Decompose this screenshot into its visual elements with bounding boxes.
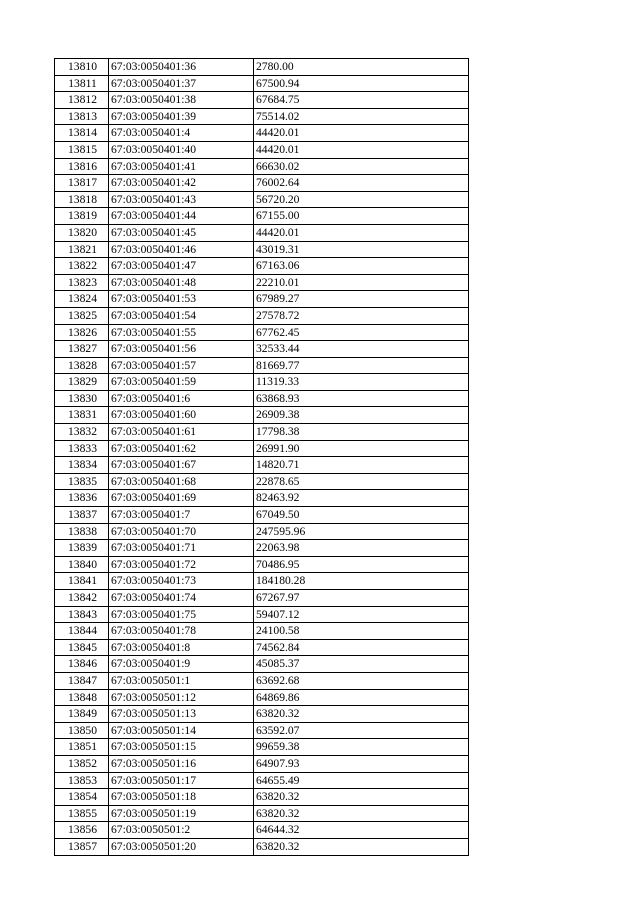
value-cell: 184180.28 <box>254 573 469 590</box>
value-cell: 24100.58 <box>254 623 469 640</box>
value-cell: 63592.07 <box>254 722 469 739</box>
value-cell: 82463.92 <box>254 490 469 507</box>
table-row <box>55 822 469 839</box>
value-cell: 44420.01 <box>254 224 469 241</box>
row-number-cell: 13832 <box>55 424 109 441</box>
row-number-cell: 13830 <box>55 390 109 407</box>
value-cell: 67684.75 <box>254 92 469 109</box>
value-cell: 247595.96 <box>254 523 469 540</box>
row-number-cell: 13835 <box>55 473 109 490</box>
cadastral-number-cell: 67:03:0050401:40 <box>109 141 254 158</box>
value-cell: 63820.32 <box>254 838 469 855</box>
cadastral-number-cell: 67:03:0050401:55 <box>109 324 254 341</box>
cadastral-number-cell: 67:03:0050401:41 <box>109 158 254 175</box>
row-number-cell: 13817 <box>55 175 109 192</box>
row-number-cell: 13816 <box>55 158 109 175</box>
cadastral-number-cell: 67:03:0050501:14 <box>109 722 254 739</box>
row-number-cell: 13828 <box>55 357 109 374</box>
value-cell: 64869.86 <box>254 689 469 706</box>
table-row <box>55 108 469 125</box>
value-cell: 99659.38 <box>254 739 469 756</box>
value-cell: 26991.90 <box>254 440 469 457</box>
row-number-cell: 13810 <box>55 59 109 76</box>
cadastral-number-cell: 67:03:0050401:9 <box>109 656 254 673</box>
value-cell: 67500.94 <box>254 75 469 92</box>
table-row <box>55 291 469 308</box>
value-cell: 67267.97 <box>254 590 469 607</box>
value-cell: 22878.65 <box>254 473 469 490</box>
cadastral-number-cell: 67:03:0050401:59 <box>109 374 254 391</box>
cadastral-number-cell: 67:03:0050501:20 <box>109 838 254 855</box>
table-row <box>55 706 469 723</box>
value-cell: 74562.84 <box>254 639 469 656</box>
table-row <box>55 141 469 158</box>
value-cell: 59407.12 <box>254 606 469 623</box>
cadastral-number-cell: 67:03:0050401:60 <box>109 407 254 424</box>
table-row <box>55 191 469 208</box>
cadastral-number-cell: 67:03:0050401:73 <box>109 573 254 590</box>
row-number-cell: 13849 <box>55 706 109 723</box>
table-row <box>55 341 469 358</box>
row-number-cell: 13855 <box>55 805 109 822</box>
table-row <box>55 689 469 706</box>
table-row <box>55 457 469 474</box>
row-number-cell: 13844 <box>55 623 109 640</box>
cadastral-number-cell: 67:03:0050501:1 <box>109 672 254 689</box>
cadastral-number-cell: 67:03:0050401:72 <box>109 556 254 573</box>
value-cell: 81669.77 <box>254 357 469 374</box>
value-cell: 67989.27 <box>254 291 469 308</box>
table-row <box>55 556 469 573</box>
cadastral-number-cell: 67:03:0050401:78 <box>109 623 254 640</box>
cadastral-number-cell: 67:03:0050401:37 <box>109 75 254 92</box>
value-cell: 43019.31 <box>254 241 469 258</box>
value-cell: 75514.02 <box>254 108 469 125</box>
cadastral-number-cell: 67:03:0050501:15 <box>109 739 254 756</box>
row-number-cell: 13846 <box>55 656 109 673</box>
row-number-cell: 13848 <box>55 689 109 706</box>
row-number-cell: 13812 <box>55 92 109 109</box>
table-row <box>55 789 469 806</box>
value-cell: 70486.95 <box>254 556 469 573</box>
row-number-cell: 13831 <box>55 407 109 424</box>
cadastral-number-cell: 67:03:0050401:8 <box>109 639 254 656</box>
table-row <box>55 755 469 772</box>
cadastral-number-cell: 67:03:0050401:71 <box>109 540 254 557</box>
row-number-cell: 13852 <box>55 755 109 772</box>
value-cell: 63820.32 <box>254 789 469 806</box>
cadastral-number-cell: 67:03:0050501:16 <box>109 755 254 772</box>
row-number-cell: 13815 <box>55 141 109 158</box>
value-cell: 64655.49 <box>254 772 469 789</box>
value-cell: 32533.44 <box>254 341 469 358</box>
row-number-cell: 13847 <box>55 672 109 689</box>
value-cell: 17798.38 <box>254 424 469 441</box>
table-row <box>55 573 469 590</box>
value-cell: 44420.01 <box>254 125 469 142</box>
value-cell: 63820.32 <box>254 706 469 723</box>
table-row <box>55 473 469 490</box>
cadastral-number-cell: 67:03:0050401:54 <box>109 307 254 324</box>
table-row <box>55 507 469 524</box>
row-number-cell: 13826 <box>55 324 109 341</box>
row-number-cell: 13822 <box>55 258 109 275</box>
row-number-cell: 13841 <box>55 573 109 590</box>
row-number-cell: 13840 <box>55 556 109 573</box>
row-number-cell: 13834 <box>55 457 109 474</box>
value-cell: 14820.71 <box>254 457 469 474</box>
table-row <box>55 390 469 407</box>
cadastral-number-cell: 67:03:0050401:61 <box>109 424 254 441</box>
table-row <box>55 838 469 855</box>
row-number-cell: 13842 <box>55 590 109 607</box>
table-row <box>55 158 469 175</box>
row-number-cell: 13853 <box>55 772 109 789</box>
table-row <box>55 672 469 689</box>
table-row <box>55 92 469 109</box>
table-row <box>55 357 469 374</box>
cadastral-number-cell: 67:03:0050401:4 <box>109 125 254 142</box>
row-number-cell: 13811 <box>55 75 109 92</box>
value-cell: 67163.06 <box>254 258 469 275</box>
cadastral-number-cell: 67:03:0050401:69 <box>109 490 254 507</box>
table-row <box>55 224 469 241</box>
row-number-cell: 13833 <box>55 440 109 457</box>
value-cell: 22063.98 <box>254 540 469 557</box>
cadastral-number-cell: 67:03:0050401:39 <box>109 108 254 125</box>
cadastral-number-cell: 67:03:0050401:57 <box>109 357 254 374</box>
row-number-cell: 13825 <box>55 307 109 324</box>
value-cell: 26909.38 <box>254 407 469 424</box>
row-number-cell: 13824 <box>55 291 109 308</box>
value-cell: 67049.50 <box>254 507 469 524</box>
value-cell: 67155.00 <box>254 208 469 225</box>
value-cell: 63868.93 <box>254 390 469 407</box>
row-number-cell: 13857 <box>55 838 109 855</box>
table-row <box>55 374 469 391</box>
table-row <box>55 523 469 540</box>
cadastral-number-cell: 67:03:0050501:17 <box>109 772 254 789</box>
table-row <box>55 75 469 92</box>
table-row <box>55 606 469 623</box>
cadastral-number-cell: 67:03:0050501:13 <box>109 706 254 723</box>
table-row <box>55 307 469 324</box>
table-row <box>55 274 469 291</box>
cadastral-number-cell: 67:03:0050401:68 <box>109 473 254 490</box>
cadastral-number-cell: 67:03:0050401:6 <box>109 390 254 407</box>
cadastral-number-cell: 67:03:0050401:44 <box>109 208 254 225</box>
cadastral-number-cell: 67:03:0050401:47 <box>109 258 254 275</box>
value-cell: 64907.93 <box>254 755 469 772</box>
cadastral-number-cell: 67:03:0050401:43 <box>109 191 254 208</box>
cadastral-number-cell: 67:03:0050501:18 <box>109 789 254 806</box>
row-number-cell: 13838 <box>55 523 109 540</box>
value-cell: 22210.01 <box>254 274 469 291</box>
value-cell: 66630.02 <box>254 158 469 175</box>
table-row <box>55 805 469 822</box>
cadastral-number-cell: 67:03:0050401:42 <box>109 175 254 192</box>
table-row <box>55 175 469 192</box>
table-row <box>55 125 469 142</box>
row-number-cell: 13856 <box>55 822 109 839</box>
table-row <box>55 623 469 640</box>
row-number-cell: 13836 <box>55 490 109 507</box>
cadastral-number-cell: 67:03:0050401:45 <box>109 224 254 241</box>
data-table <box>54 58 469 856</box>
value-cell: 11319.33 <box>254 374 469 391</box>
row-number-cell: 13850 <box>55 722 109 739</box>
value-cell: 63692.68 <box>254 672 469 689</box>
table-row <box>55 241 469 258</box>
cadastral-number-cell: 67:03:0050401:38 <box>109 92 254 109</box>
value-cell: 45085.37 <box>254 656 469 673</box>
row-number-cell: 13823 <box>55 274 109 291</box>
table-body <box>55 59 469 856</box>
row-number-cell: 13829 <box>55 374 109 391</box>
cadastral-number-cell: 67:03:0050401:48 <box>109 274 254 291</box>
cadastral-number-cell: 67:03:0050401:46 <box>109 241 254 258</box>
row-number-cell: 13837 <box>55 507 109 524</box>
cadastral-number-cell: 67:03:0050401:53 <box>109 291 254 308</box>
row-number-cell: 13819 <box>55 208 109 225</box>
table-row <box>55 208 469 225</box>
row-number-cell: 13820 <box>55 224 109 241</box>
table-row <box>55 59 469 76</box>
cadastral-number-cell: 67:03:0050501:2 <box>109 822 254 839</box>
cadastral-number-cell: 67:03:0050401:36 <box>109 59 254 76</box>
value-cell: 76002.64 <box>254 175 469 192</box>
cadastral-number-cell: 67:03:0050501:12 <box>109 689 254 706</box>
row-number-cell: 13839 <box>55 540 109 557</box>
value-cell: 56720.20 <box>254 191 469 208</box>
table-row <box>55 722 469 739</box>
cadastral-number-cell: 67:03:0050501:19 <box>109 805 254 822</box>
table-row <box>55 590 469 607</box>
value-cell: 63820.32 <box>254 805 469 822</box>
value-cell: 27578.72 <box>254 307 469 324</box>
value-cell: 64644.32 <box>254 822 469 839</box>
cadastral-number-cell: 67:03:0050401:74 <box>109 590 254 607</box>
table-row <box>55 772 469 789</box>
table-row <box>55 440 469 457</box>
table-row <box>55 324 469 341</box>
row-number-cell: 13827 <box>55 341 109 358</box>
table-row <box>55 258 469 275</box>
table-row <box>55 739 469 756</box>
row-number-cell: 13843 <box>55 606 109 623</box>
value-cell: 44420.01 <box>254 141 469 158</box>
cadastral-number-cell: 67:03:0050401:75 <box>109 606 254 623</box>
row-number-cell: 13845 <box>55 639 109 656</box>
value-cell: 2780.00 <box>254 59 469 76</box>
cadastral-number-cell: 67:03:0050401:56 <box>109 341 254 358</box>
cadastral-number-cell: 67:03:0050401:70 <box>109 523 254 540</box>
row-number-cell: 13821 <box>55 241 109 258</box>
row-number-cell: 13851 <box>55 739 109 756</box>
table-row <box>55 490 469 507</box>
cadastral-number-cell: 67:03:0050401:7 <box>109 507 254 524</box>
value-cell: 67762.45 <box>254 324 469 341</box>
row-number-cell: 13818 <box>55 191 109 208</box>
cadastral-number-cell: 67:03:0050401:62 <box>109 440 254 457</box>
row-number-cell: 13814 <box>55 125 109 142</box>
table-row <box>55 656 469 673</box>
table-row <box>55 639 469 656</box>
row-number-cell: 13854 <box>55 789 109 806</box>
row-number-cell: 13813 <box>55 108 109 125</box>
table-row <box>55 407 469 424</box>
table-row <box>55 540 469 557</box>
table-row <box>55 424 469 441</box>
cadastral-number-cell: 67:03:0050401:67 <box>109 457 254 474</box>
